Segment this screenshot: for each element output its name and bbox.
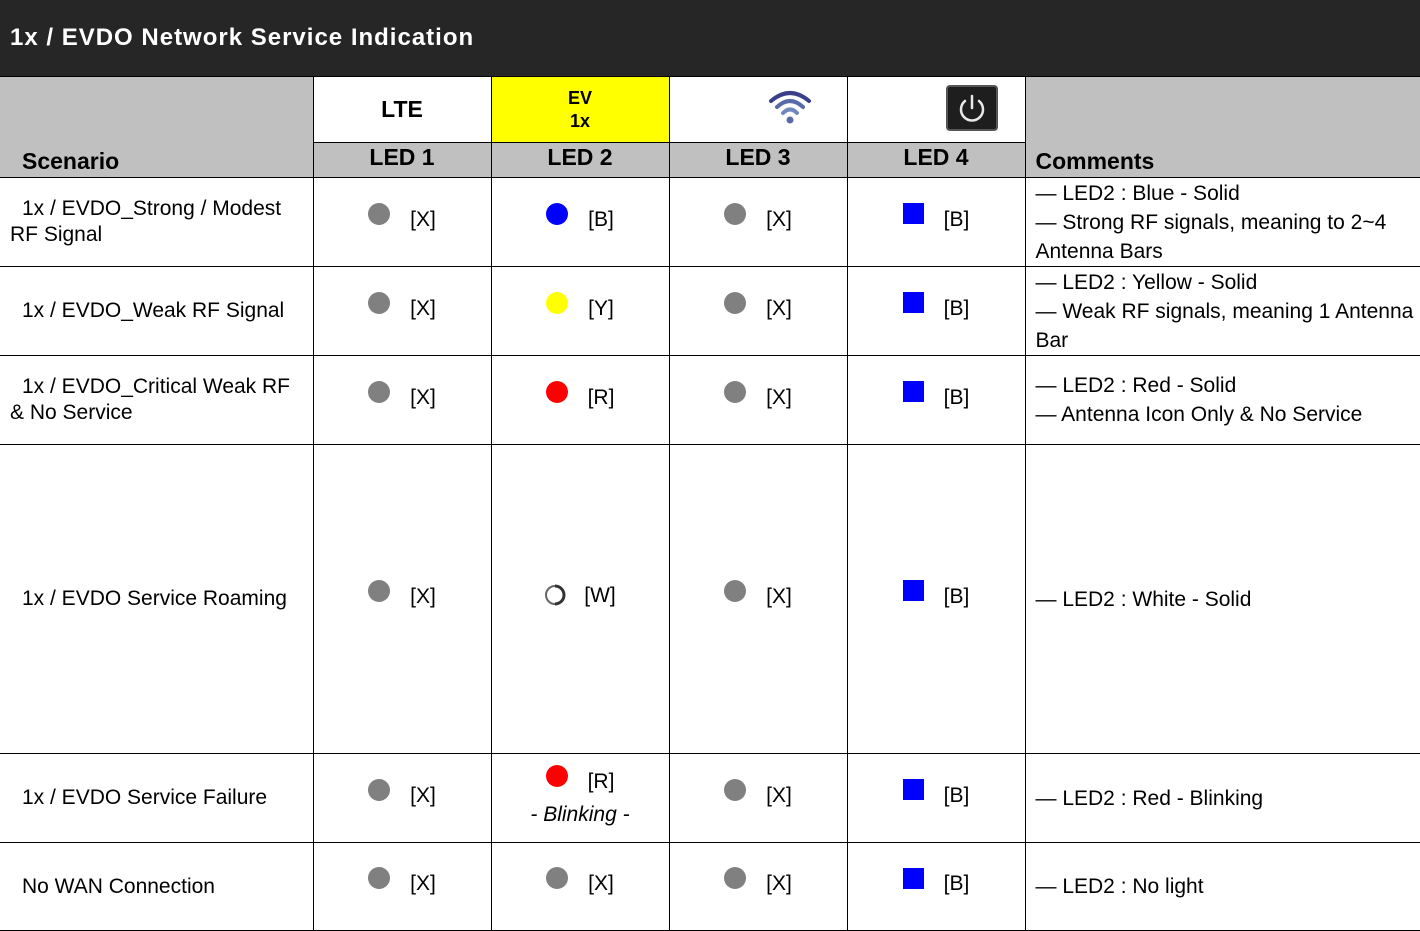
led-code: [B] bbox=[588, 207, 614, 231]
led-4-cell bbox=[847, 178, 1025, 267]
table-row bbox=[0, 754, 1420, 843]
led-code: [X] bbox=[588, 872, 614, 895]
led-code: [X] bbox=[410, 207, 436, 231]
led-square-indicator bbox=[903, 779, 924, 800]
table-row bbox=[0, 445, 1420, 754]
led-3-cell bbox=[669, 178, 847, 267]
comment-line: — Strong RF signals, meaning to 2~4 Antenna Bars bbox=[1035, 210, 1387, 263]
led-dot-indicator bbox=[368, 867, 390, 889]
led-3-cell bbox=[669, 445, 847, 754]
header-power bbox=[847, 77, 1025, 143]
led-2-cell bbox=[491, 356, 669, 445]
led-code: [X] bbox=[410, 584, 436, 608]
led-dot-indicator bbox=[546, 765, 568, 787]
led-code: [Y] bbox=[588, 296, 614, 320]
led-code: [B] bbox=[943, 207, 970, 231]
led-square-indicator bbox=[903, 292, 924, 313]
comment-line: — LED2 : No light bbox=[1035, 875, 1204, 898]
header-led-1: LED 1 bbox=[313, 143, 491, 178]
scenario-cell: 1x / EVDO_Weak RF Signal bbox=[0, 267, 313, 356]
table-body bbox=[0, 178, 1420, 931]
led-dot-indicator bbox=[546, 867, 568, 889]
table-row bbox=[0, 178, 1420, 267]
led-dot-indicator bbox=[724, 203, 746, 225]
led-indication-table bbox=[0, 76, 1420, 931]
led-code: [X] bbox=[410, 872, 436, 895]
led-square-indicator bbox=[903, 580, 924, 601]
led-code: [X] bbox=[766, 584, 792, 608]
comments-cell bbox=[1025, 754, 1420, 843]
led-1-cell bbox=[313, 445, 491, 754]
comment-line: — LED2 : Red - Blinking bbox=[1035, 786, 1264, 810]
led-3-cell bbox=[669, 267, 847, 356]
led-2-cell bbox=[491, 754, 669, 843]
led-square-indicator bbox=[903, 381, 924, 402]
scenario-cell: No WAN Connection bbox=[0, 843, 313, 931]
led-square-indicator bbox=[903, 868, 924, 889]
led-3-cell bbox=[669, 356, 847, 445]
led-2-cell bbox=[491, 178, 669, 267]
led-4-cell bbox=[847, 267, 1025, 356]
led-note: - Blinking - bbox=[530, 802, 630, 826]
comment-line: — LED2 : White - Solid bbox=[1035, 587, 1252, 611]
led-4-cell bbox=[847, 356, 1025, 445]
led-1-cell bbox=[313, 754, 491, 843]
led-code: [B] bbox=[943, 296, 970, 320]
led-2-cell bbox=[491, 445, 669, 754]
led-dot-indicator bbox=[368, 779, 390, 801]
led-dot-indicator bbox=[724, 292, 746, 314]
scenario-cell: 1x / EVDO Service Failure bbox=[0, 754, 313, 843]
led-code: [R] bbox=[587, 769, 615, 793]
led-dot-indicator bbox=[546, 203, 568, 225]
led-code: [B] bbox=[943, 872, 970, 896]
comments-cell bbox=[1025, 445, 1420, 754]
led-2-cell bbox=[491, 843, 669, 931]
comment-line: — LED2 : Blue - Solid bbox=[1035, 181, 1240, 205]
scenario-cell: 1x / EVDO Service Roaming bbox=[0, 445, 313, 754]
led-dot-indicator bbox=[368, 580, 390, 602]
led-code: [X] bbox=[766, 872, 792, 895]
led-code: [X] bbox=[766, 296, 792, 320]
led-3-cell bbox=[669, 843, 847, 931]
led-code: [W] bbox=[584, 584, 616, 607]
table-row bbox=[0, 356, 1420, 445]
led-1-cell bbox=[313, 178, 491, 267]
header-lte: LTE bbox=[313, 77, 491, 143]
led-4-cell bbox=[847, 754, 1025, 843]
led-1-cell bbox=[313, 356, 491, 445]
led-code: [X] bbox=[410, 783, 436, 807]
led-code: [X] bbox=[766, 207, 792, 231]
led-code: [X] bbox=[766, 783, 792, 807]
comment-line: — Weak RF signals, meaning 1 Antenna Bar bbox=[1035, 299, 1414, 352]
led-ring-indicator bbox=[544, 584, 564, 604]
led-dot-indicator bbox=[368, 292, 390, 314]
scenario-cell: 1x / EVDO_Critical Weak RF & No Service bbox=[0, 356, 313, 445]
header-led-2: LED 2 bbox=[491, 143, 669, 178]
header-led-4: LED 4 bbox=[847, 143, 1025, 178]
scenario-cell: 1x / EVDO_Strong / Modest RF Signal bbox=[0, 178, 313, 267]
led-code: [X] bbox=[410, 296, 436, 320]
power-icon bbox=[946, 85, 998, 131]
led-dot-indicator bbox=[546, 381, 568, 403]
led-code: [X] bbox=[766, 385, 792, 409]
table-row bbox=[0, 267, 1420, 356]
comments-cell bbox=[1025, 356, 1420, 445]
led-dot-indicator bbox=[724, 779, 746, 801]
header-comments: Comments bbox=[1025, 77, 1420, 178]
comments-cell bbox=[1025, 267, 1420, 356]
comment-line: — LED2 : Red - Solid bbox=[1035, 374, 1237, 397]
led-4-cell bbox=[847, 843, 1025, 931]
comment-line: — LED2 : Yellow - Solid bbox=[1035, 270, 1258, 294]
led-dot-indicator bbox=[724, 381, 746, 403]
header-ev1x bbox=[491, 77, 669, 143]
wifi-icon bbox=[767, 85, 813, 135]
led-dot-indicator bbox=[368, 381, 390, 403]
led-dot-indicator bbox=[546, 292, 568, 314]
led-code: [B] bbox=[943, 385, 970, 409]
led-code: [B] bbox=[943, 783, 970, 807]
page-title: 1x / EVDO Network Service Indication bbox=[0, 0, 1420, 76]
header-wifi bbox=[669, 77, 847, 143]
comments-cell bbox=[1025, 843, 1420, 931]
header-led-3: LED 3 bbox=[669, 143, 847, 178]
led-square-indicator bbox=[903, 203, 924, 224]
led-code: [X] bbox=[410, 385, 436, 409]
header-scenario: Scenario bbox=[0, 77, 313, 178]
header-ev-line2: 1x bbox=[569, 110, 591, 131]
led-4-cell bbox=[847, 445, 1025, 754]
led-dot-indicator bbox=[724, 867, 746, 889]
led-dot-indicator bbox=[724, 580, 746, 602]
led-1-cell bbox=[313, 843, 491, 931]
table-row bbox=[0, 843, 1420, 931]
led-3-cell bbox=[669, 754, 847, 843]
header-ev-line1: EV bbox=[567, 87, 592, 108]
led-code: [B] bbox=[943, 584, 970, 608]
comments-cell bbox=[1025, 178, 1420, 267]
led-dot-indicator bbox=[368, 203, 390, 225]
led-1-cell bbox=[313, 267, 491, 356]
led-2-cell bbox=[491, 267, 669, 356]
comment-line: — Antenna Icon Only & No Service bbox=[1035, 403, 1363, 426]
led-code: [R] bbox=[587, 385, 615, 409]
